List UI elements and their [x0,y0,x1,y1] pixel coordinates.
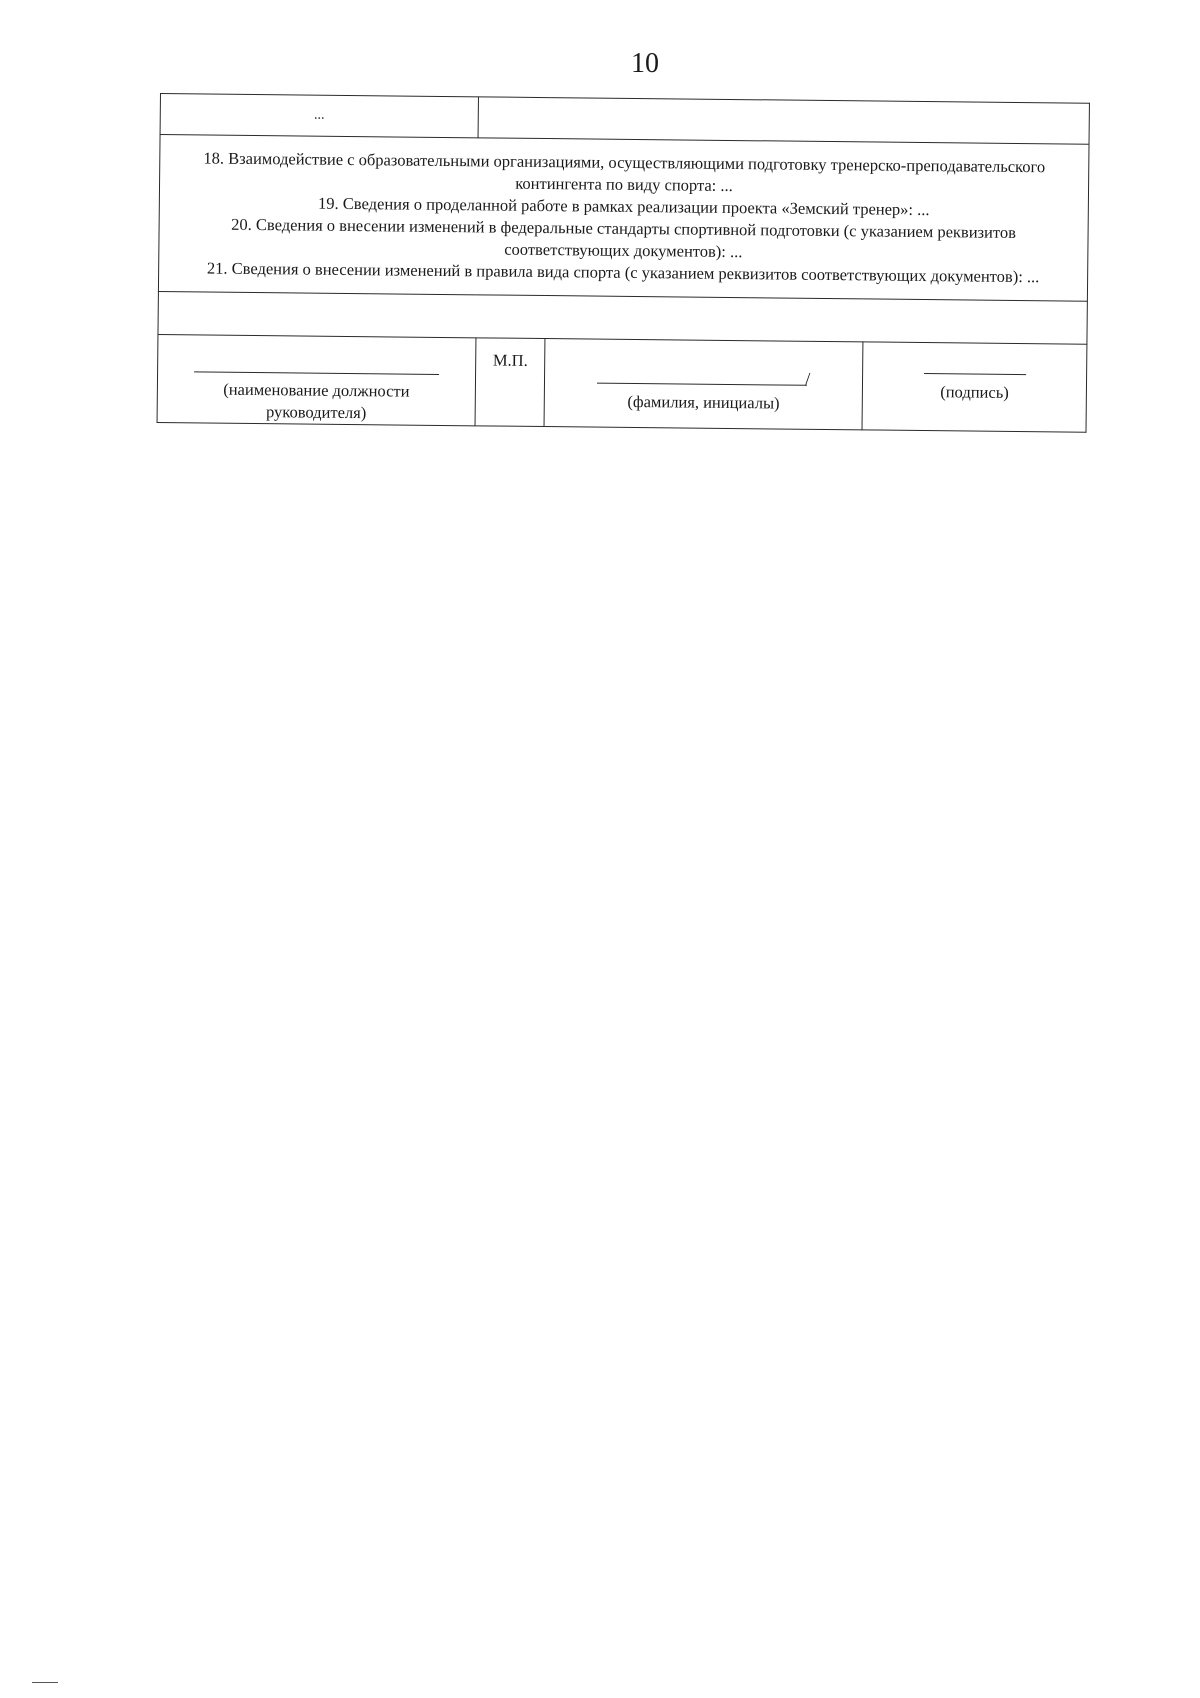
item-19: 19. Сведения о проделанной работе в рамках реализации проекта «Земский тренер»: ... [318,193,930,220]
name-signature-cell [544,339,863,430]
item-18: 18. Взаимодействие с образовательными организациями, осуществляющими подготовку тренерско-преподавательского контингента по виду спорта: ... [203,148,1046,196]
position-caption [158,378,475,425]
stamp-label: М.П. [492,350,528,370]
sign-caption: (подпись) [940,382,1009,402]
item-21: 21. Сведения о внесении изменений в правила вида спорта (с указанием реквизитов соответствующих документов): ... [206,258,1040,287]
position-caption-line2: руководителя) [265,402,367,423]
stamp-cell [475,338,545,427]
sign-cell [862,342,1087,432]
name-slash: / [805,368,811,389]
position-signature-cell [157,334,476,425]
page-number: 10 [631,48,659,79]
items-row [158,135,1089,302]
ellipsis-cell: ... [160,94,478,138]
report-form-table [157,93,1090,433]
scan-margin-mark [32,1682,58,1683]
name-caption: (фамилия, инициалы) [627,391,780,413]
ellipsis-right-cell [478,97,1089,144]
signature-row [157,334,1087,432]
item-20: 20. Сведения о внесении изменений в федеральные стандарты спортивной подготовки (с указанием реквизитов соответствующих документов): ... [231,214,1017,262]
position-caption-line1: (наименование должности [223,379,410,401]
position-line [194,371,439,375]
sign-line [924,373,1026,375]
name-line [597,383,807,386]
items-cell [158,135,1089,302]
